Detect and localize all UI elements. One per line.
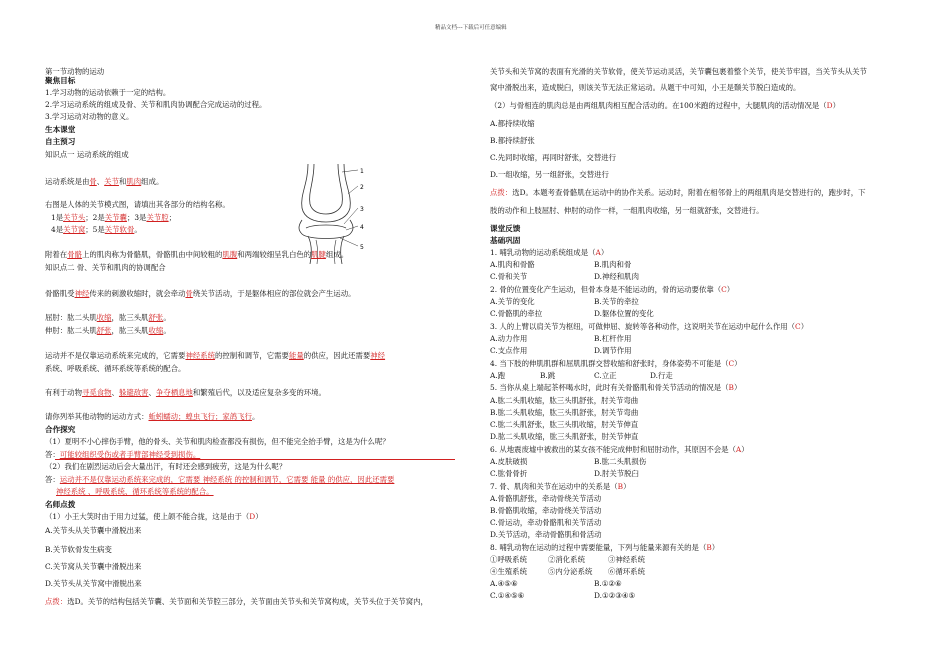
coop-answer-2b: 神经系统 、呼吸系统、循环系统等系统的配合。 [56, 487, 214, 496]
q5-option-c: C.肱二头肌舒张，肱三头肌收缩，肘关节伸直 [490, 420, 639, 429]
class-heading: 生本课堂 [45, 125, 76, 134]
q2-option-d: D.一组收缩，另一组舒张，交替进行 [490, 170, 609, 179]
question-4: 4. 当下肢的伸肌肌群和屈肌肌群交替收缩和舒张时，身体姿势不可能是（C） [490, 359, 742, 368]
question-5: 5. 当你从桌上端起茶杯喝水时，此时有关骨骼肌和骨关节活动的情况是（B） [490, 383, 742, 392]
teacher-question-1: （1）小王大笑时由于用力过猛，使上颌不能合拢，这是由于（D） [45, 512, 263, 521]
q1-option-c: C.骨和关节 [490, 272, 528, 281]
answer-line-1 [55, 459, 455, 460]
q3-option-c: C.支点作用 [490, 346, 528, 355]
q1-option-a: A.肌肉和骨骼 [490, 260, 535, 269]
goal-2: 2.学习运动系统的组成及骨、关节和肌肉协调配合完成运动的过程。 [45, 100, 267, 109]
goal-3: 3.学习运动对动物的意义。 [45, 112, 134, 121]
knowledge-point-1: 知识点一 运动系统的组成 [45, 150, 129, 159]
q2-option-a: A.都持续收缩 [490, 119, 535, 128]
q4-option-b: B.跳 [540, 371, 556, 380]
q4-option-d: D.行走 [650, 371, 673, 380]
teacher-point-2a: 点拨：选D。本题考查骨骼肌在运动中的协作关系。运动时，附着在相邻骨上的两组肌肉是交替进行的，跑步时，下 [490, 188, 866, 197]
q8-item-2: ②消化系统 [548, 555, 585, 564]
question-6: 6. 从地震废墟中被救出的某女孩不能完成伸肘和屈肘动作，其原因不会是（A） [490, 445, 749, 454]
joint-labels-row-1: 1是关节头；2是关节囊；3是关节腔； [51, 213, 177, 222]
coop-answer-2a: 答：运动并不是仅靠运动系统来完成的，它需要 神经系统 的控制和调节，它需要 能量 的供应，因此还需要 [45, 475, 395, 484]
q3-option-a: A.动力作用 [490, 334, 528, 343]
q5-option-a: A.肱二头肌收缩，肱三头肌舒张，肘关节弯曲 [490, 396, 639, 405]
question-7: 7. 骨、肌肉和关节在运动中的关系是（B） [490, 482, 631, 491]
q2b-option-a: A.关节的变化 [490, 297, 535, 306]
point-continued-2: 窝中滑脱出来，造成脱臼，则该关节无法正常运动。从题干中可知，小王是颞关节脱臼造成的。 [490, 83, 801, 92]
q6-option-b: B.肱二头肌损伤 [594, 457, 647, 466]
basic-heading: 基础巩固 [490, 236, 521, 245]
line-systems-2: 系统、呼吸系统、循环系统等系统的配合。 [45, 364, 186, 373]
q1-option-b: B.肌肉和骨 [594, 260, 632, 269]
q2b-option-c: C.骨骼肌的牵拉 [490, 309, 543, 318]
figure-label-5: 5 [360, 244, 364, 251]
q2-option-c: C.先同时收缩，再同时舒张，交替进行 [490, 153, 616, 162]
q7-option-c: C.骨运动，牵动骨骼肌和关节活动 [490, 518, 602, 527]
teacher-point-2b: 肢的动作和上肢屈肘、伸肘的动作一样，一组肌肉收缩，另一组就舒张，交替进行。 [490, 206, 764, 215]
q2b-option-d: D.躯体位置的变化 [594, 309, 654, 318]
line-other-animals: 请你列举其他动物的运动方式：蚯蚓蠕动；蝗虫飞行；家鸽飞行。 [45, 412, 260, 421]
q8-item-6: ⑥循环系统 [608, 567, 645, 576]
figure-label-1: 1 [360, 168, 364, 175]
question-3: 3. 人的上臂以肩关节为枢纽，可做伸屈、旋转等各种动作，这说明关节在运动中起什么作用（C） [490, 322, 809, 331]
q8-option-a: A.④⑤⑥ [490, 579, 518, 588]
page-header: 精品文档---下载后可任意编辑 [435, 25, 507, 31]
option-a: A.关节头从关节囊中滑脱出来 [45, 526, 142, 535]
coop-question-2: （2）我们在剧烈运动后会大量出汗，有时还会感到疲劳，这是为什么呢？ [45, 462, 287, 471]
q6-option-a: A.皮肤破损 [490, 457, 528, 466]
coop-heading: 合作探究 [45, 425, 76, 434]
feedback-heading: 课堂反馈 [490, 224, 521, 233]
line-nerve-stimulus: 骨骼肌受神经传来的刺激收缩时，就会牵动骨绕关节活动，于是躯体相应的部位就会产生运动。 [45, 289, 356, 298]
line-significance: 有利于动物寻觅食物、躲避敌害、争夺栖息地和繁殖后代，以及适应复杂多变的环境。 [45, 388, 326, 397]
line-flex-elbow: 屈肘：肱二头肌收缩，肱三头肌舒张。 [45, 313, 171, 322]
option-c: C.关节窝从关节囊中滑脱出来 [45, 562, 142, 571]
q3-option-b: B.杠杆作用 [594, 334, 632, 343]
figure-label-3: 3 [360, 206, 364, 213]
question-1: 1. 哺乳动物的运动系统组成是（A） [490, 248, 609, 257]
q8-option-d: D.①②③④⑤ [594, 591, 636, 600]
q7-option-a: A.骨骼肌舒张，牵动骨绕关节活动 [490, 494, 602, 503]
q6-option-c: C.肱骨骨折 [490, 469, 528, 478]
teacher-question-2: （2）与骨相连的肌肉总是由两组肌肉相互配合活动的。在100米跑的过程中，大腿肌肉的活动情况是（D） [490, 101, 840, 110]
q1-option-d: D.神经和肌肉 [594, 272, 639, 281]
question-2: 2. 骨的位置变化产生运动，但骨本身是不能运动的，骨的运动要依靠（C） [490, 285, 735, 294]
goal-1: 1.学习动物的运动依赖于一定的结构。 [45, 88, 171, 97]
q8-item-3: ③神经系统 [608, 555, 645, 564]
line-motion-system: 运动系统是由骨、关节和肌肉组成。 [45, 177, 164, 186]
q2-option-b: B.都持续舒张 [490, 136, 535, 145]
q8-item-4: ④生殖系统 [490, 567, 527, 576]
q4-option-c: C.立正 [594, 371, 617, 380]
goals-heading: 聚焦目标 [45, 76, 76, 85]
teacher-heading: 名师点拨 [45, 500, 76, 509]
teacher-point-1: 点拨：选D。关节的结构包括关节囊、关节面和关节腔三部分，关节面由关节头和关节窝构成，关节头位于关节窝内， [45, 597, 428, 606]
section-title: 第一节动物的运动 [45, 67, 105, 76]
q5-option-d: D.肱二头肌收缩，肱三头肌舒张，肘关节伸直 [490, 432, 639, 441]
option-d: D.关节头从关节窝中滑脱出来 [45, 579, 142, 588]
q8-option-c: C.①④⑤⑥ [490, 591, 525, 600]
line-skeletal-muscle: 附着在骨骼上的肌肉称为骨骼肌，骨骼肌由中间较粗的肌腹和两端较细呈乳白色的肌腱组成。 [45, 250, 349, 259]
q5-option-b: B.肱二头肌收缩，肱三头肌舒张，肘关节弯曲 [490, 408, 639, 417]
q3-option-d: D.调节作用 [594, 346, 632, 355]
point-continued-1: 关节头和关节窝的表面有光滑的关节软骨，使关节运动灵活，关节囊包裹着整个关节，使关节牢固，当关节头从关节 [490, 67, 867, 76]
figure-label-4: 4 [360, 224, 364, 231]
joint-labels-row-2: 4是关节窝；5是关节软骨。 [51, 225, 142, 234]
figure-label-2: 2 [360, 184, 364, 191]
q8-item-5: ⑤内分泌系统 [548, 567, 593, 576]
self-study-heading: 自主预习 [45, 137, 76, 146]
q7-option-b: B.骨骼肌收缩，牵动骨绕关节活动 [490, 506, 602, 515]
q4-option-a: A.跑 [490, 371, 506, 380]
question-8: 8. 哺乳动物在运动的过程中需要能量，下列与能量来源有关的是（B） [490, 543, 720, 552]
q8-option-b: B.①②⑥ [594, 579, 622, 588]
line-systems-1: 运动并不是仅靠运动系统来完成的，它需要神经系统的控制和调节，它需要能量的供应，因此还需要神经 [45, 351, 386, 360]
joint-diagram [290, 164, 370, 264]
q7-option-d: D.关节活动，牵动骨骼肌和骨活动 [490, 530, 602, 539]
figure-instruction: 右图是人体的关节模式图，请填出其各部分的结构名称。 [45, 200, 230, 209]
coop-answer-1: 答：可能较组织受伤或者手臂部神经受到损伤。 [45, 450, 201, 459]
q8-item-1: ①呼吸系统 [490, 555, 527, 564]
knowledge-point-2: 知识点二 骨、关节和肌肉的协调配合 [45, 263, 166, 272]
q2b-option-b: B.关节的牵拉 [594, 297, 639, 306]
q6-option-d: D.肘关节脱臼 [594, 469, 639, 478]
coop-question-1: （1）夏明不小心摔伤手臂，他的骨头、关节和肌肉检查都没有损伤，但不能完全抬手臂，这是为什么呢？ [45, 437, 390, 446]
option-b: B.关节软骨发生病变 [45, 545, 112, 554]
line-extend-elbow: 伸肘：肱二头肌舒张，肱三头肌收缩。 [45, 326, 171, 335]
